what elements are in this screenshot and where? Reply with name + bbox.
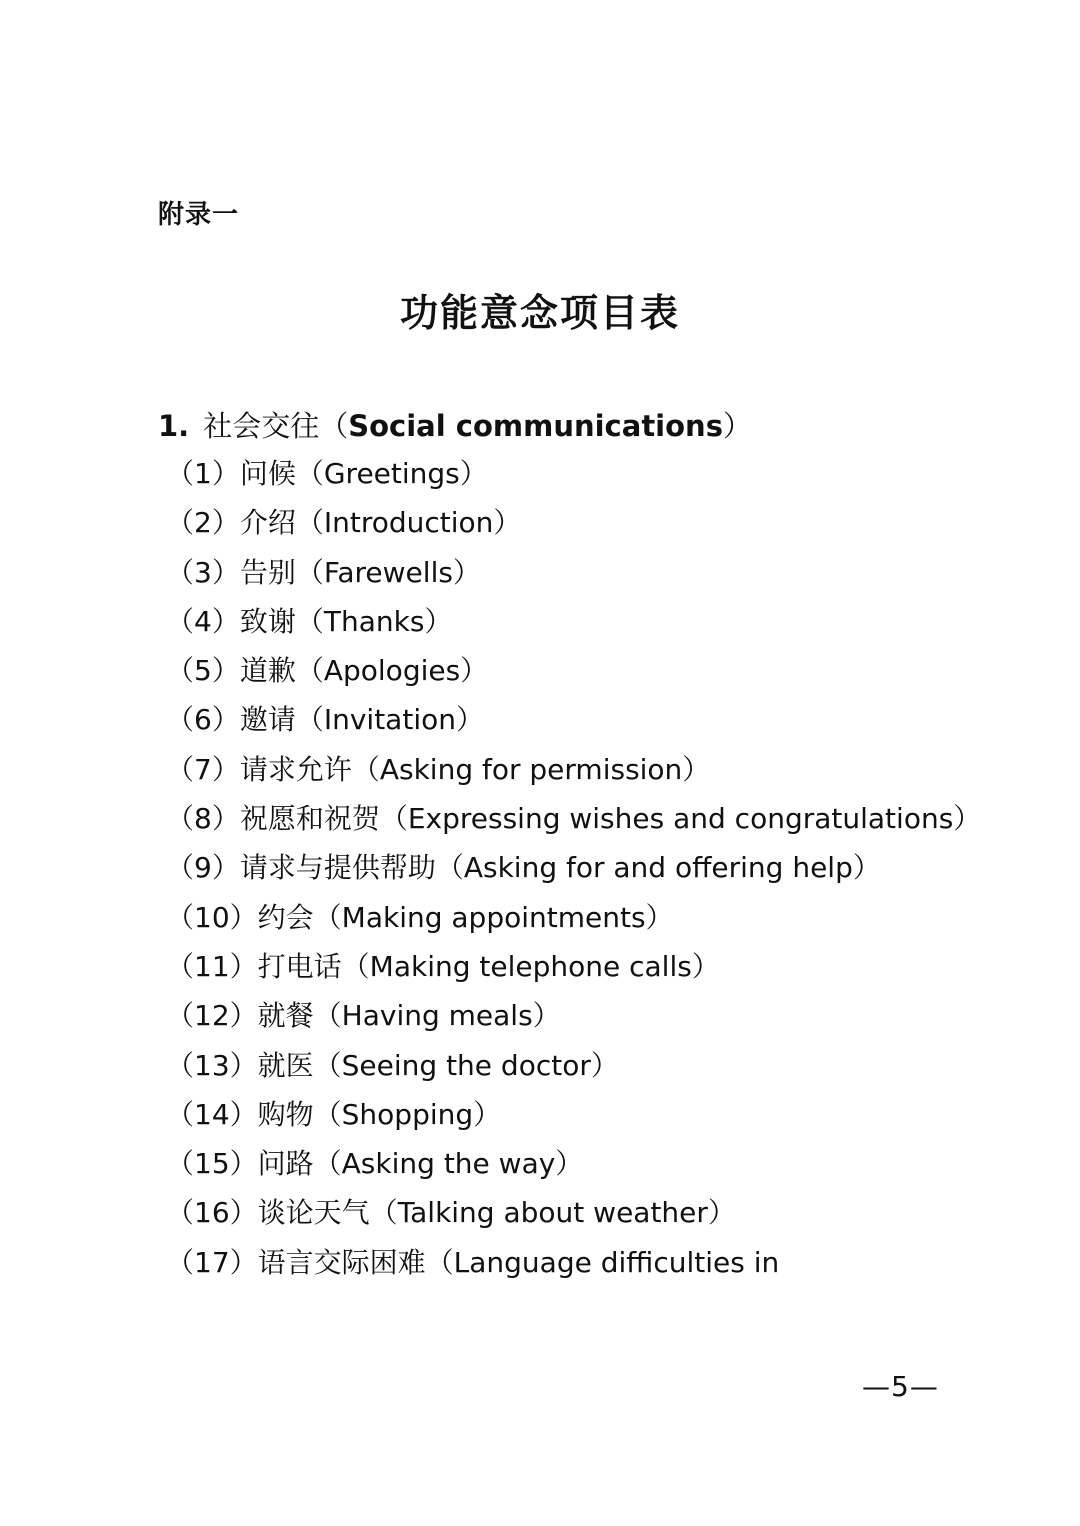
item-en: （Asking for permission）: [351, 752, 711, 786]
item-zh: 就医: [257, 1048, 314, 1082]
item-number: （3）: [166, 555, 240, 589]
item-zh: 购物: [257, 1097, 314, 1131]
list-item: [166, 849, 981, 898]
page-title: 功能意念项目表: [399, 290, 680, 335]
item-number: （9）: [166, 851, 240, 885]
section-title-zh: 社会交往: [203, 409, 320, 443]
item-zh: 道歉: [239, 654, 296, 688]
item-number: （6）: [166, 703, 240, 737]
item-en: （Language difficulties in: [425, 1245, 780, 1279]
item-zh: 打电话: [257, 949, 342, 983]
list-item: [166, 1244, 981, 1293]
item-en: （Apologies）: [295, 654, 489, 688]
list-item: [166, 455, 981, 504]
list-item: [166, 1145, 981, 1194]
item-number: （17）: [166, 1245, 258, 1279]
section-open-paren: （: [319, 409, 349, 443]
item-zh: 约会: [257, 900, 314, 934]
item-zh: 问候: [239, 457, 296, 490]
item-en: （Asking for and offering help）: [435, 851, 881, 885]
item-en: （Having meals）: [313, 999, 561, 1033]
item-zh: 就餐: [257, 999, 314, 1033]
item-number: （2）: [166, 506, 240, 540]
list-item: [166, 948, 981, 997]
item-zh: 问路: [257, 1147, 314, 1181]
item-zh: 邀请: [239, 703, 296, 737]
item-zh: 致谢: [239, 604, 296, 638]
item-number: （15）: [166, 1147, 258, 1181]
list-item: [166, 1047, 981, 1096]
item-zh: 语言交际困难: [257, 1245, 426, 1279]
item-number: （13）: [166, 1048, 258, 1082]
item-number: （11）: [166, 949, 258, 983]
list-item: [166, 603, 981, 652]
appendix-label: 附录一: [158, 200, 240, 230]
item-en: （Greetings）: [295, 457, 488, 490]
list-item: [166, 899, 981, 948]
item-en: （Expressing wishes and congratulations）: [379, 802, 982, 836]
item-number: （5）: [166, 654, 240, 688]
item-number: （7）: [166, 752, 240, 786]
section-close-paren: ）: [722, 409, 752, 443]
item-number: （4）: [166, 604, 240, 638]
item-en: （Farewells）: [295, 555, 481, 589]
item-zh: 谈论天气: [257, 1196, 370, 1230]
item-zh: 祝愿和祝贺: [239, 802, 380, 836]
list-item: [166, 701, 981, 750]
item-number: （14）: [166, 1097, 258, 1131]
item-en: （Invitation）: [295, 703, 484, 737]
section-heading: [158, 404, 752, 445]
item-number: （1）: [166, 457, 240, 490]
section-number: 1.: [158, 409, 190, 443]
list-item: [166, 997, 981, 1046]
item-en: （Seeing the doctor）: [313, 1048, 619, 1082]
item-en: （Shopping）: [313, 1097, 502, 1131]
list-item: [166, 1194, 981, 1243]
list-item: [166, 554, 981, 603]
item-en: （Thanks）: [295, 604, 453, 638]
list-item: [166, 1096, 981, 1145]
section-title-en: Social communications: [348, 409, 723, 443]
item-en: （Making appointments）: [313, 900, 674, 934]
item-number: （12）: [166, 999, 258, 1033]
item-en: （Asking the way）: [313, 1147, 584, 1181]
list-item: [166, 504, 981, 553]
function-item-list: [166, 455, 981, 1293]
item-number: （16）: [166, 1196, 258, 1230]
item-zh: 介绍: [239, 506, 296, 540]
item-number: （8）: [166, 802, 240, 836]
item-en: （Making telephone calls）: [341, 949, 720, 983]
item-number: （10）: [166, 900, 258, 934]
item-zh: 请求与提供帮助: [239, 851, 436, 885]
list-item: [166, 751, 981, 800]
item-en: （Talking about weather）: [369, 1196, 736, 1230]
item-en: （Introduction）: [295, 506, 522, 540]
item-zh: 告别: [239, 555, 296, 589]
list-item: [166, 652, 981, 701]
item-zh: 请求允许: [239, 752, 352, 786]
list-item: [166, 800, 981, 849]
page-number: —5—: [862, 1370, 939, 1403]
